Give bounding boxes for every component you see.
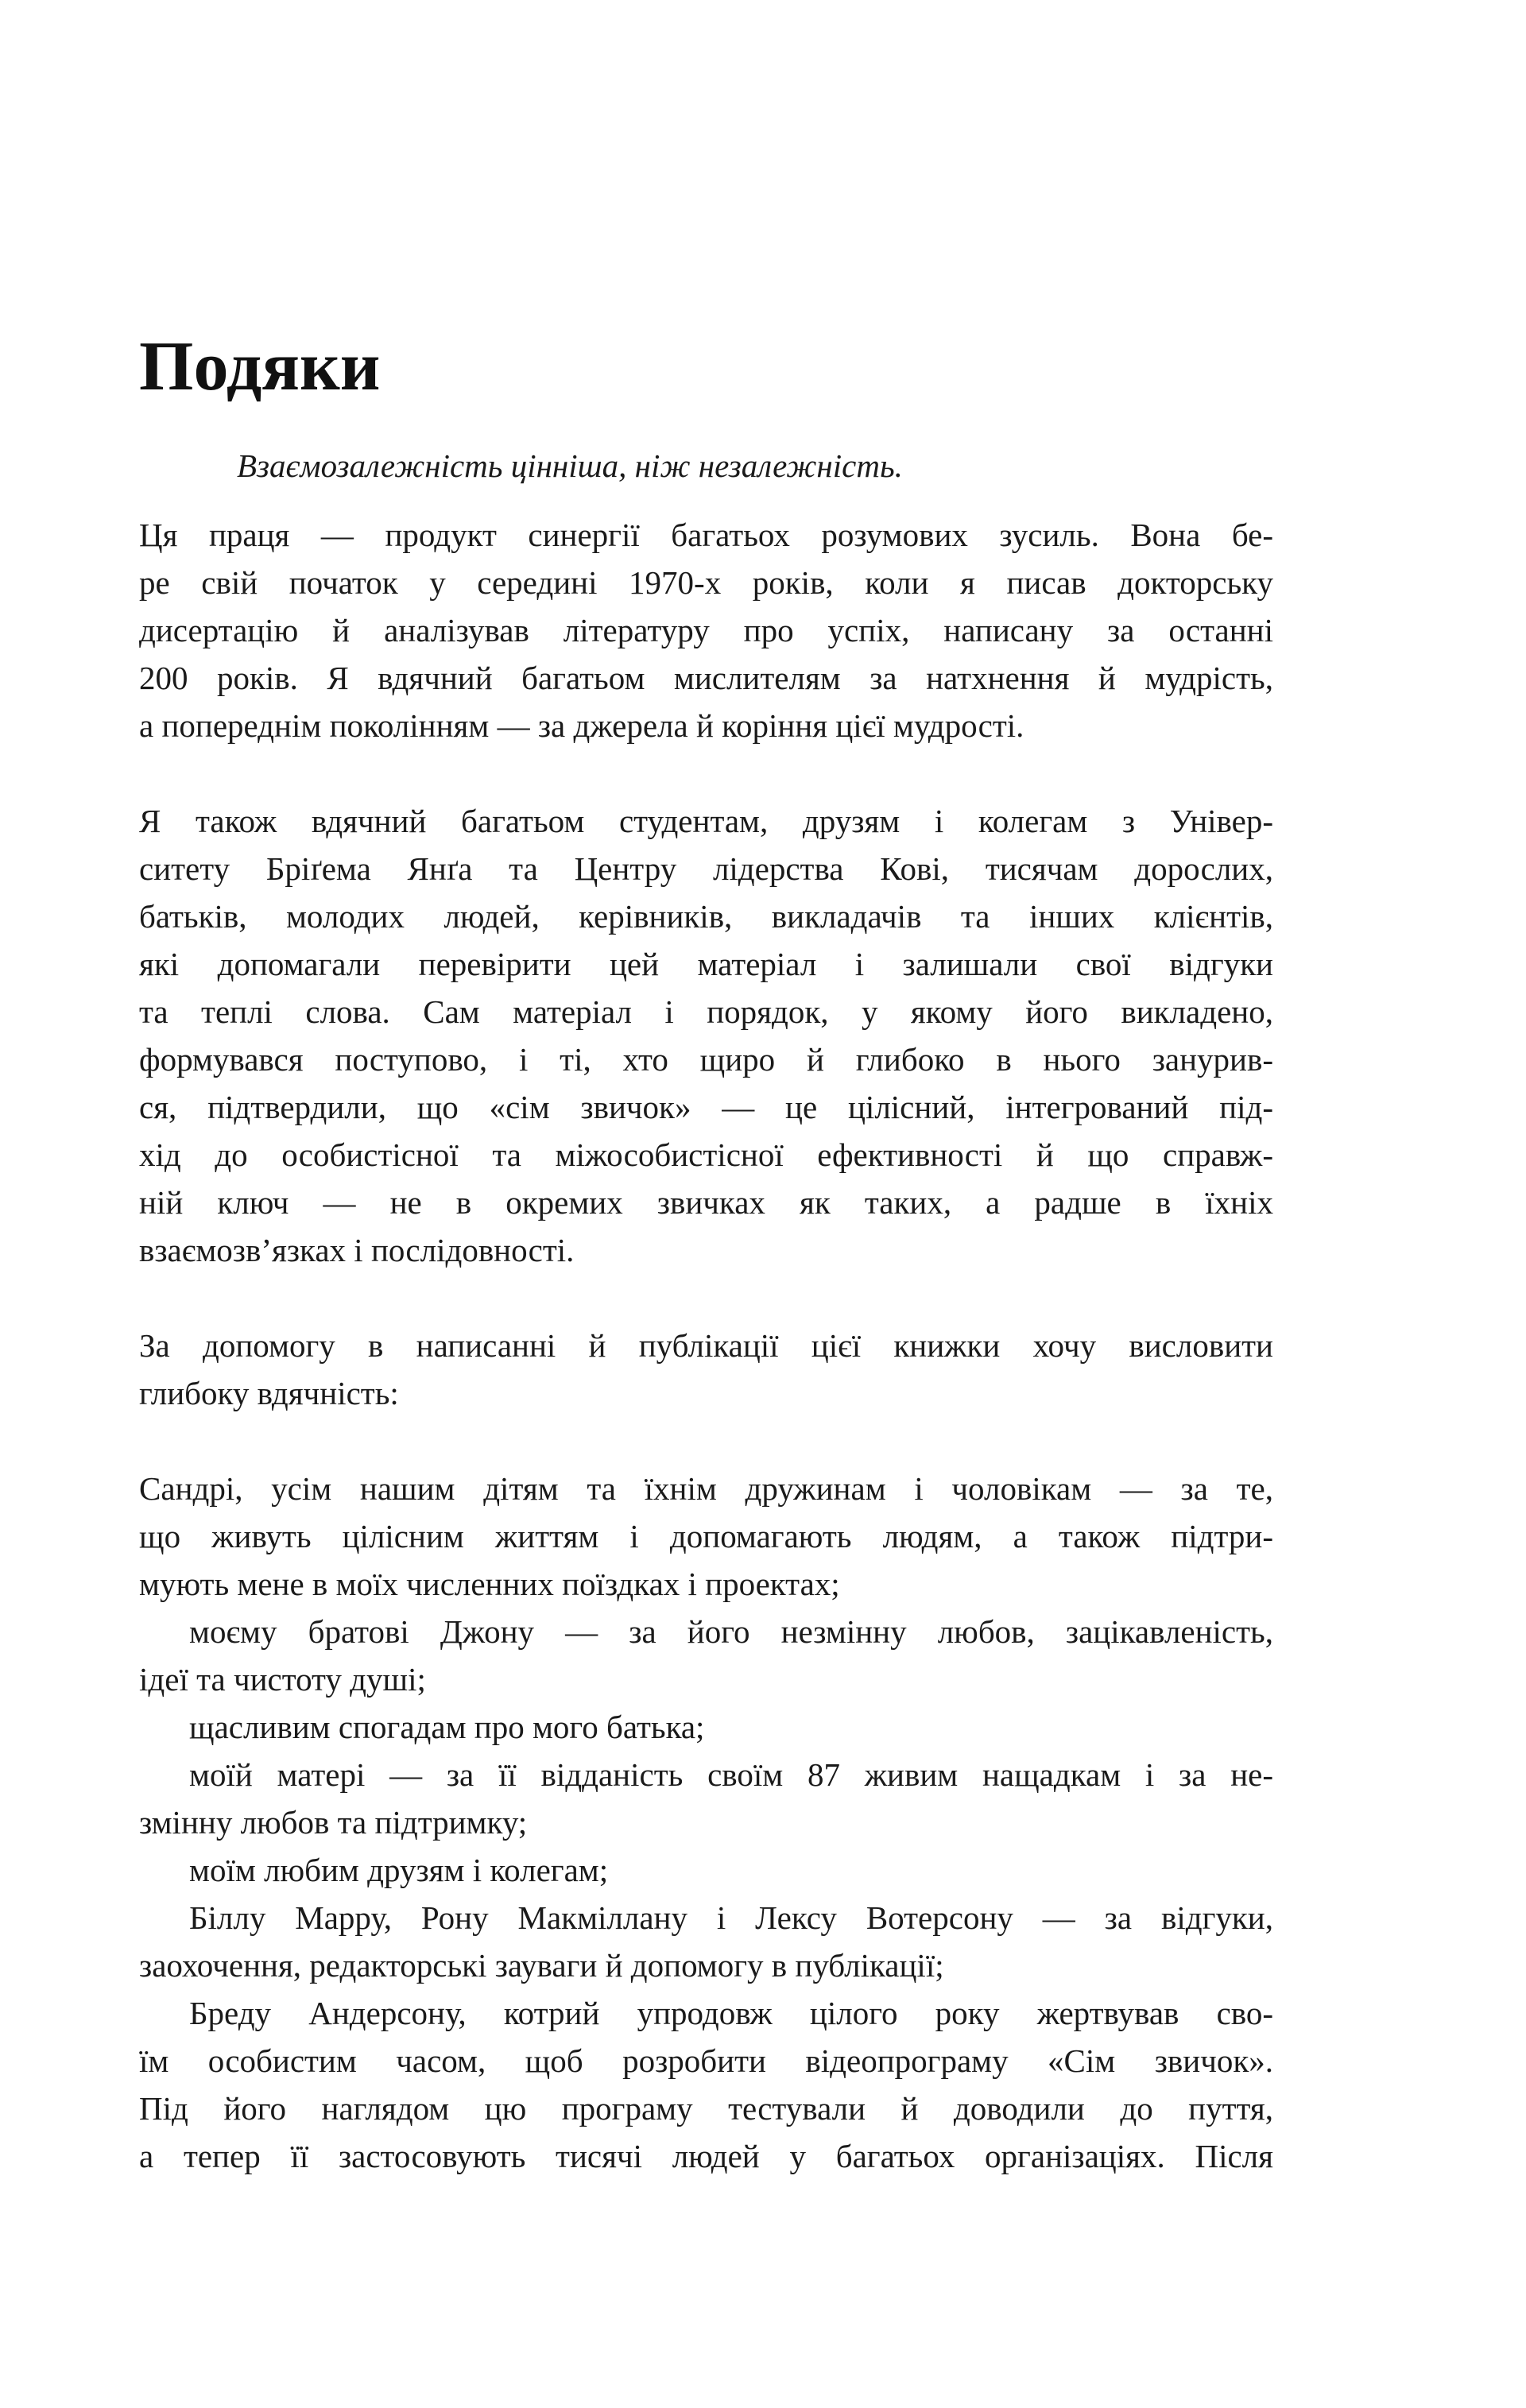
text-line: мують мене в моїх численних поїздках і проектах;	[139, 1566, 840, 1602]
text-line: ній ключ — не в окремих звичках як таких, а радше в їхніх	[139, 1184, 1273, 1221]
text-line: ситету Бріґема Янґа та Центру лідерства Кові, тисячам дорослих,	[139, 850, 1273, 887]
text-line: За допомогу в написанні й публікації цієї книжки хочу висловити	[139, 1327, 1273, 1364]
text-line: щасливим спогадам про мого батька;	[189, 1709, 705, 1745]
text-line: Сандрі, усім нашим дітям та їхнім дружинам і чоловікам — за те,	[139, 1470, 1273, 1507]
text-line: Я також вдячний багатьом студентам, друзям і колегам з Універ-	[139, 803, 1273, 839]
text-line: ідеї та чистоту душі;	[139, 1661, 426, 1698]
text-line: Під його наглядом цю програму тестували й доводили до пуття,	[139, 2090, 1273, 2127]
text-line: Ця праця — продукт синергії багатьох розумових зусиль. Вона бе-	[139, 517, 1273, 553]
text-line: ре свій початок у середині 1970-х років, коли я писав докторську	[139, 564, 1273, 601]
text-line: формувався поступово, і ті, хто щиро й глибоко в нього занурив-	[139, 1041, 1273, 1078]
body-text	[139, 511, 1273, 2180]
text-line: заохочення, редакторські зауваги й допомогу в публікації;	[139, 1947, 944, 1984]
text-line: їм особистим часом, щоб розробити відеопрограму «Сім звичок».	[139, 2042, 1273, 2079]
text-line: змінну любов та підтримку;	[139, 1804, 528, 1841]
text-line: Біллу Марру, Рону Макміллану і Лексу Вотерсону — за відгуки,	[189, 1899, 1273, 1936]
text-line: 200 років. Я вдячний багатьом мислителям за натхнення й мудрість,	[139, 660, 1273, 696]
text-line: що живуть цілісним життям і допомагають людям, а також підтри-	[139, 1518, 1273, 1554]
text-line: моїм любим друзям і колегам;	[189, 1852, 609, 1888]
paragraph-students	[139, 797, 1273, 1274]
text-line: моєму братові Джону — за його незмінну любов, зацікавленість,	[189, 1613, 1273, 1650]
text-line: а тепер її застосовують тисячі людей у багатьох організаціях. Після	[139, 2138, 1273, 2174]
paragraph-gratitude-intro	[139, 1322, 1273, 1417]
chapter-title: Подяки	[139, 328, 381, 405]
text-line: взаємозв’язках і послідовності.	[139, 1232, 575, 1268]
text-line: батьків, молодих людей, керівників, викладачів та інших клієнтів,	[139, 898, 1273, 935]
text-line: хід до особистісної та міжособистісної ефективності й що справж-	[139, 1136, 1273, 1173]
text-line: глибоку вдячність:	[139, 1375, 399, 1411]
paragraph-intro	[139, 511, 1273, 749]
text-line: дисертацію й аналізував літературу про успіх, написану за останні	[139, 612, 1273, 648]
text-line: а попереднім поколінням — за джерела й коріння цієї мудрості.	[139, 707, 1024, 744]
text-line: моїй матері — за її відданість своїм 87 живим нащадкам і за не-	[189, 1756, 1273, 1793]
paragraph-acknowledgement-list	[139, 1465, 1273, 2180]
epigraph: Взаємозалежність цінніша, ніж незалежність.	[237, 447, 903, 484]
text-line: які допомагали перевірити цей матеріал і залишали свої відгуки	[139, 946, 1273, 982]
text-line: Бреду Андерсону, котрий упродовж цілого року жертвував сво-	[189, 1995, 1273, 2031]
text-line: та теплі слова. Сам матеріал і порядок, у якому його викладено,	[139, 993, 1273, 1030]
text-line: ся, підтвердили, що «сім звичок» — це цілісний, інтегрований під-	[139, 1089, 1273, 1125]
